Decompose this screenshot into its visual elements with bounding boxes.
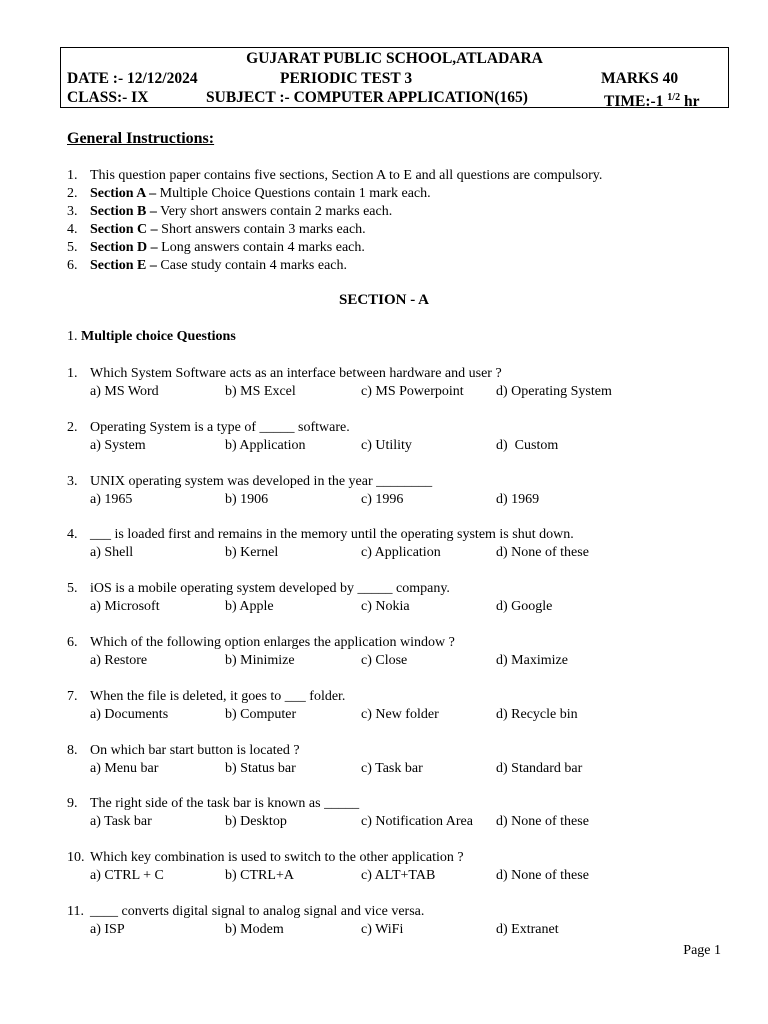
instruction-item bbox=[67, 167, 727, 185]
answer-option: d) None of these bbox=[496, 814, 589, 829]
mcq-heading-text: Multiple choice Questions bbox=[81, 329, 236, 344]
total-marks: MARKS 40 bbox=[601, 70, 679, 87]
instruction-number: 5. bbox=[67, 240, 78, 255]
class-name: CLASS:- IX bbox=[67, 89, 149, 106]
time-prefix: TIME:-1 bbox=[604, 93, 664, 110]
exam-header bbox=[60, 47, 729, 108]
instruction-number: 6. bbox=[67, 258, 78, 273]
subject-name: SUBJECT :- COMPUTER APPLICATION(165) bbox=[206, 89, 528, 106]
answer-option: b) Modem bbox=[225, 922, 284, 937]
answer-option: d) 1969 bbox=[496, 492, 540, 507]
instruction-text bbox=[90, 185, 431, 203]
answer-option: b) MS Excel bbox=[225, 384, 296, 399]
answer-option: d) Maximize bbox=[496, 653, 568, 668]
exam-date: DATE :- 12/12/2024 bbox=[67, 70, 198, 87]
instruction-description: Long answers contain 4 marks each. bbox=[157, 240, 365, 255]
header-row-class bbox=[61, 88, 728, 110]
answer-option: d) None of these bbox=[496, 545, 589, 560]
answer-option: c) Close bbox=[361, 653, 408, 668]
question-text: ___ is loaded first and remains in the memory until the operating system is shut down. bbox=[90, 527, 574, 542]
instruction-description: Very short answers contain 2 marks each. bbox=[156, 204, 393, 219]
mcq-heading bbox=[67, 329, 236, 345]
test-name: PERIODIC TEST 3 bbox=[280, 70, 413, 87]
instruction-description: Multiple Choice Questions contain 1 mark each. bbox=[156, 186, 431, 201]
section-title: SECTION - A bbox=[338, 292, 430, 308]
question-number: 1. bbox=[67, 366, 78, 381]
answer-option: d) Standard bar bbox=[496, 761, 583, 776]
time-fraction: 1/2 bbox=[667, 92, 681, 103]
instruction-item bbox=[67, 185, 727, 203]
answer-option: a) ISP bbox=[90, 922, 125, 937]
question-item bbox=[67, 419, 737, 459]
school-name: GUJARAT PUBLIC SCHOOL,ATLADARA bbox=[246, 50, 543, 67]
answer-option: c) WiFi bbox=[361, 922, 404, 937]
answer-option: c) New folder bbox=[361, 707, 439, 722]
time-unit: hr bbox=[683, 93, 700, 110]
question-number: 5. bbox=[67, 581, 78, 596]
answer-option: b) Desktop bbox=[225, 814, 287, 829]
answer-option: d) Recycle bin bbox=[496, 707, 578, 722]
answer-option: a) Restore bbox=[90, 653, 148, 668]
question-text: ____ converts digital signal to analog signal and vice versa. bbox=[90, 904, 425, 919]
header-row-date bbox=[61, 69, 728, 88]
question-item bbox=[67, 365, 737, 405]
answer-option: b) Minimize bbox=[225, 653, 295, 668]
answer-option: b) Status bar bbox=[225, 761, 296, 776]
instruction-description: Case study contain 4 marks each. bbox=[156, 258, 348, 273]
question-number: 2. bbox=[67, 420, 78, 435]
question-number: 6. bbox=[67, 635, 78, 650]
question-text: Which System Software acts as an interface between hardware and user ? bbox=[90, 366, 502, 381]
instruction-item bbox=[67, 257, 727, 275]
question-text: When the file is deleted, it goes to ___ folder. bbox=[90, 689, 346, 704]
answer-option: c) ALT+TAB bbox=[361, 868, 436, 883]
answer-option: d) Operating System bbox=[496, 384, 612, 399]
question-text: The right side of the task bar is known as _____ bbox=[90, 796, 360, 811]
question-item bbox=[67, 526, 737, 566]
instruction-text bbox=[90, 257, 347, 275]
mcq-heading-number: 1. bbox=[67, 329, 78, 344]
answer-option: c) MS Powerpoint bbox=[361, 384, 464, 399]
instruction-item bbox=[67, 221, 727, 239]
question-number: 4. bbox=[67, 527, 78, 542]
answer-option: b) Apple bbox=[225, 599, 274, 614]
answer-option: d) Google bbox=[496, 599, 553, 614]
question-text: On which bar start button is located ? bbox=[90, 743, 300, 758]
answer-option: c) Notification Area bbox=[361, 814, 473, 829]
instruction-number: 2. bbox=[67, 186, 78, 201]
question-item bbox=[67, 580, 737, 620]
answer-option: c) Nokia bbox=[361, 599, 410, 614]
question-text: Operating System is a type of _____ software. bbox=[90, 420, 350, 435]
answer-option: d) None of these bbox=[496, 868, 589, 883]
instruction-text bbox=[90, 167, 602, 185]
answer-option: d) Custom bbox=[496, 438, 559, 453]
instructions-title: General Instructions: bbox=[67, 130, 215, 147]
question-item bbox=[67, 849, 737, 889]
answer-option: a) Documents bbox=[90, 707, 169, 722]
instruction-text bbox=[90, 203, 392, 221]
answer-option: b) Kernel bbox=[225, 545, 279, 560]
answer-option: a) Microsoft bbox=[90, 599, 160, 614]
answer-option: b) 1906 bbox=[225, 492, 269, 507]
answer-option: c) Application bbox=[361, 545, 441, 560]
question-text: UNIX operating system was developed in the year ________ bbox=[90, 474, 433, 489]
question-item bbox=[67, 688, 737, 728]
question-text: Which key combination is used to switch to the other application ? bbox=[90, 850, 464, 865]
instruction-section-label: Section A – bbox=[90, 186, 157, 201]
question-number: 3. bbox=[67, 474, 78, 489]
answer-option: b) Computer bbox=[225, 707, 297, 722]
question-number: 8. bbox=[67, 743, 78, 758]
answer-option: a) Task bar bbox=[90, 814, 152, 829]
answer-option: c) Task bar bbox=[361, 761, 423, 776]
answer-option: a) MS Word bbox=[90, 384, 159, 399]
question-number: 11. bbox=[67, 904, 84, 919]
instruction-item bbox=[67, 239, 727, 257]
instruction-number: 3. bbox=[67, 204, 78, 219]
instruction-section-label: Section C – bbox=[90, 222, 158, 237]
question-item bbox=[67, 634, 737, 674]
page-number: Page 1 bbox=[683, 943, 721, 958]
instruction-section-label: Section D – bbox=[90, 240, 158, 255]
question-item bbox=[67, 473, 737, 513]
question-number: 9. bbox=[67, 796, 78, 811]
answer-option: d) Extranet bbox=[496, 922, 559, 937]
answer-option: a) CTRL + C bbox=[90, 868, 164, 883]
exam-time bbox=[604, 88, 699, 111]
answer-option: b) CTRL+A bbox=[225, 868, 294, 883]
answer-option: c) 1996 bbox=[361, 492, 404, 507]
instruction-description: This question paper contains five sections, Section A to E and all questions are compulsory. bbox=[90, 168, 603, 183]
question-text: iOS is a mobile operating system developed by _____ company. bbox=[90, 581, 450, 596]
question-item bbox=[67, 742, 737, 782]
instruction-description: Short answers contain 3 marks each. bbox=[157, 222, 366, 237]
question-item bbox=[67, 903, 737, 943]
instruction-number: 4. bbox=[67, 222, 78, 237]
answer-option: a) Shell bbox=[90, 545, 134, 560]
question-item bbox=[67, 795, 737, 835]
answer-option: a) System bbox=[90, 438, 146, 453]
question-number: 7. bbox=[67, 689, 78, 704]
answer-option: a) Menu bar bbox=[90, 761, 159, 776]
question-text: Which of the following option enlarges the application window ? bbox=[90, 635, 455, 650]
instruction-number: 1. bbox=[67, 168, 78, 183]
instruction-section-label: Section B – bbox=[90, 204, 157, 219]
instruction-section-label: Section E – bbox=[90, 258, 157, 273]
instruction-text bbox=[90, 239, 365, 257]
instruction-item bbox=[67, 203, 727, 221]
answer-option: c) Utility bbox=[361, 438, 412, 453]
header-row-school bbox=[61, 49, 728, 68]
instruction-text bbox=[90, 221, 366, 239]
answer-option: b) Application bbox=[225, 438, 306, 453]
answer-option: a) 1965 bbox=[90, 492, 133, 507]
question-number: 10. bbox=[67, 850, 85, 865]
